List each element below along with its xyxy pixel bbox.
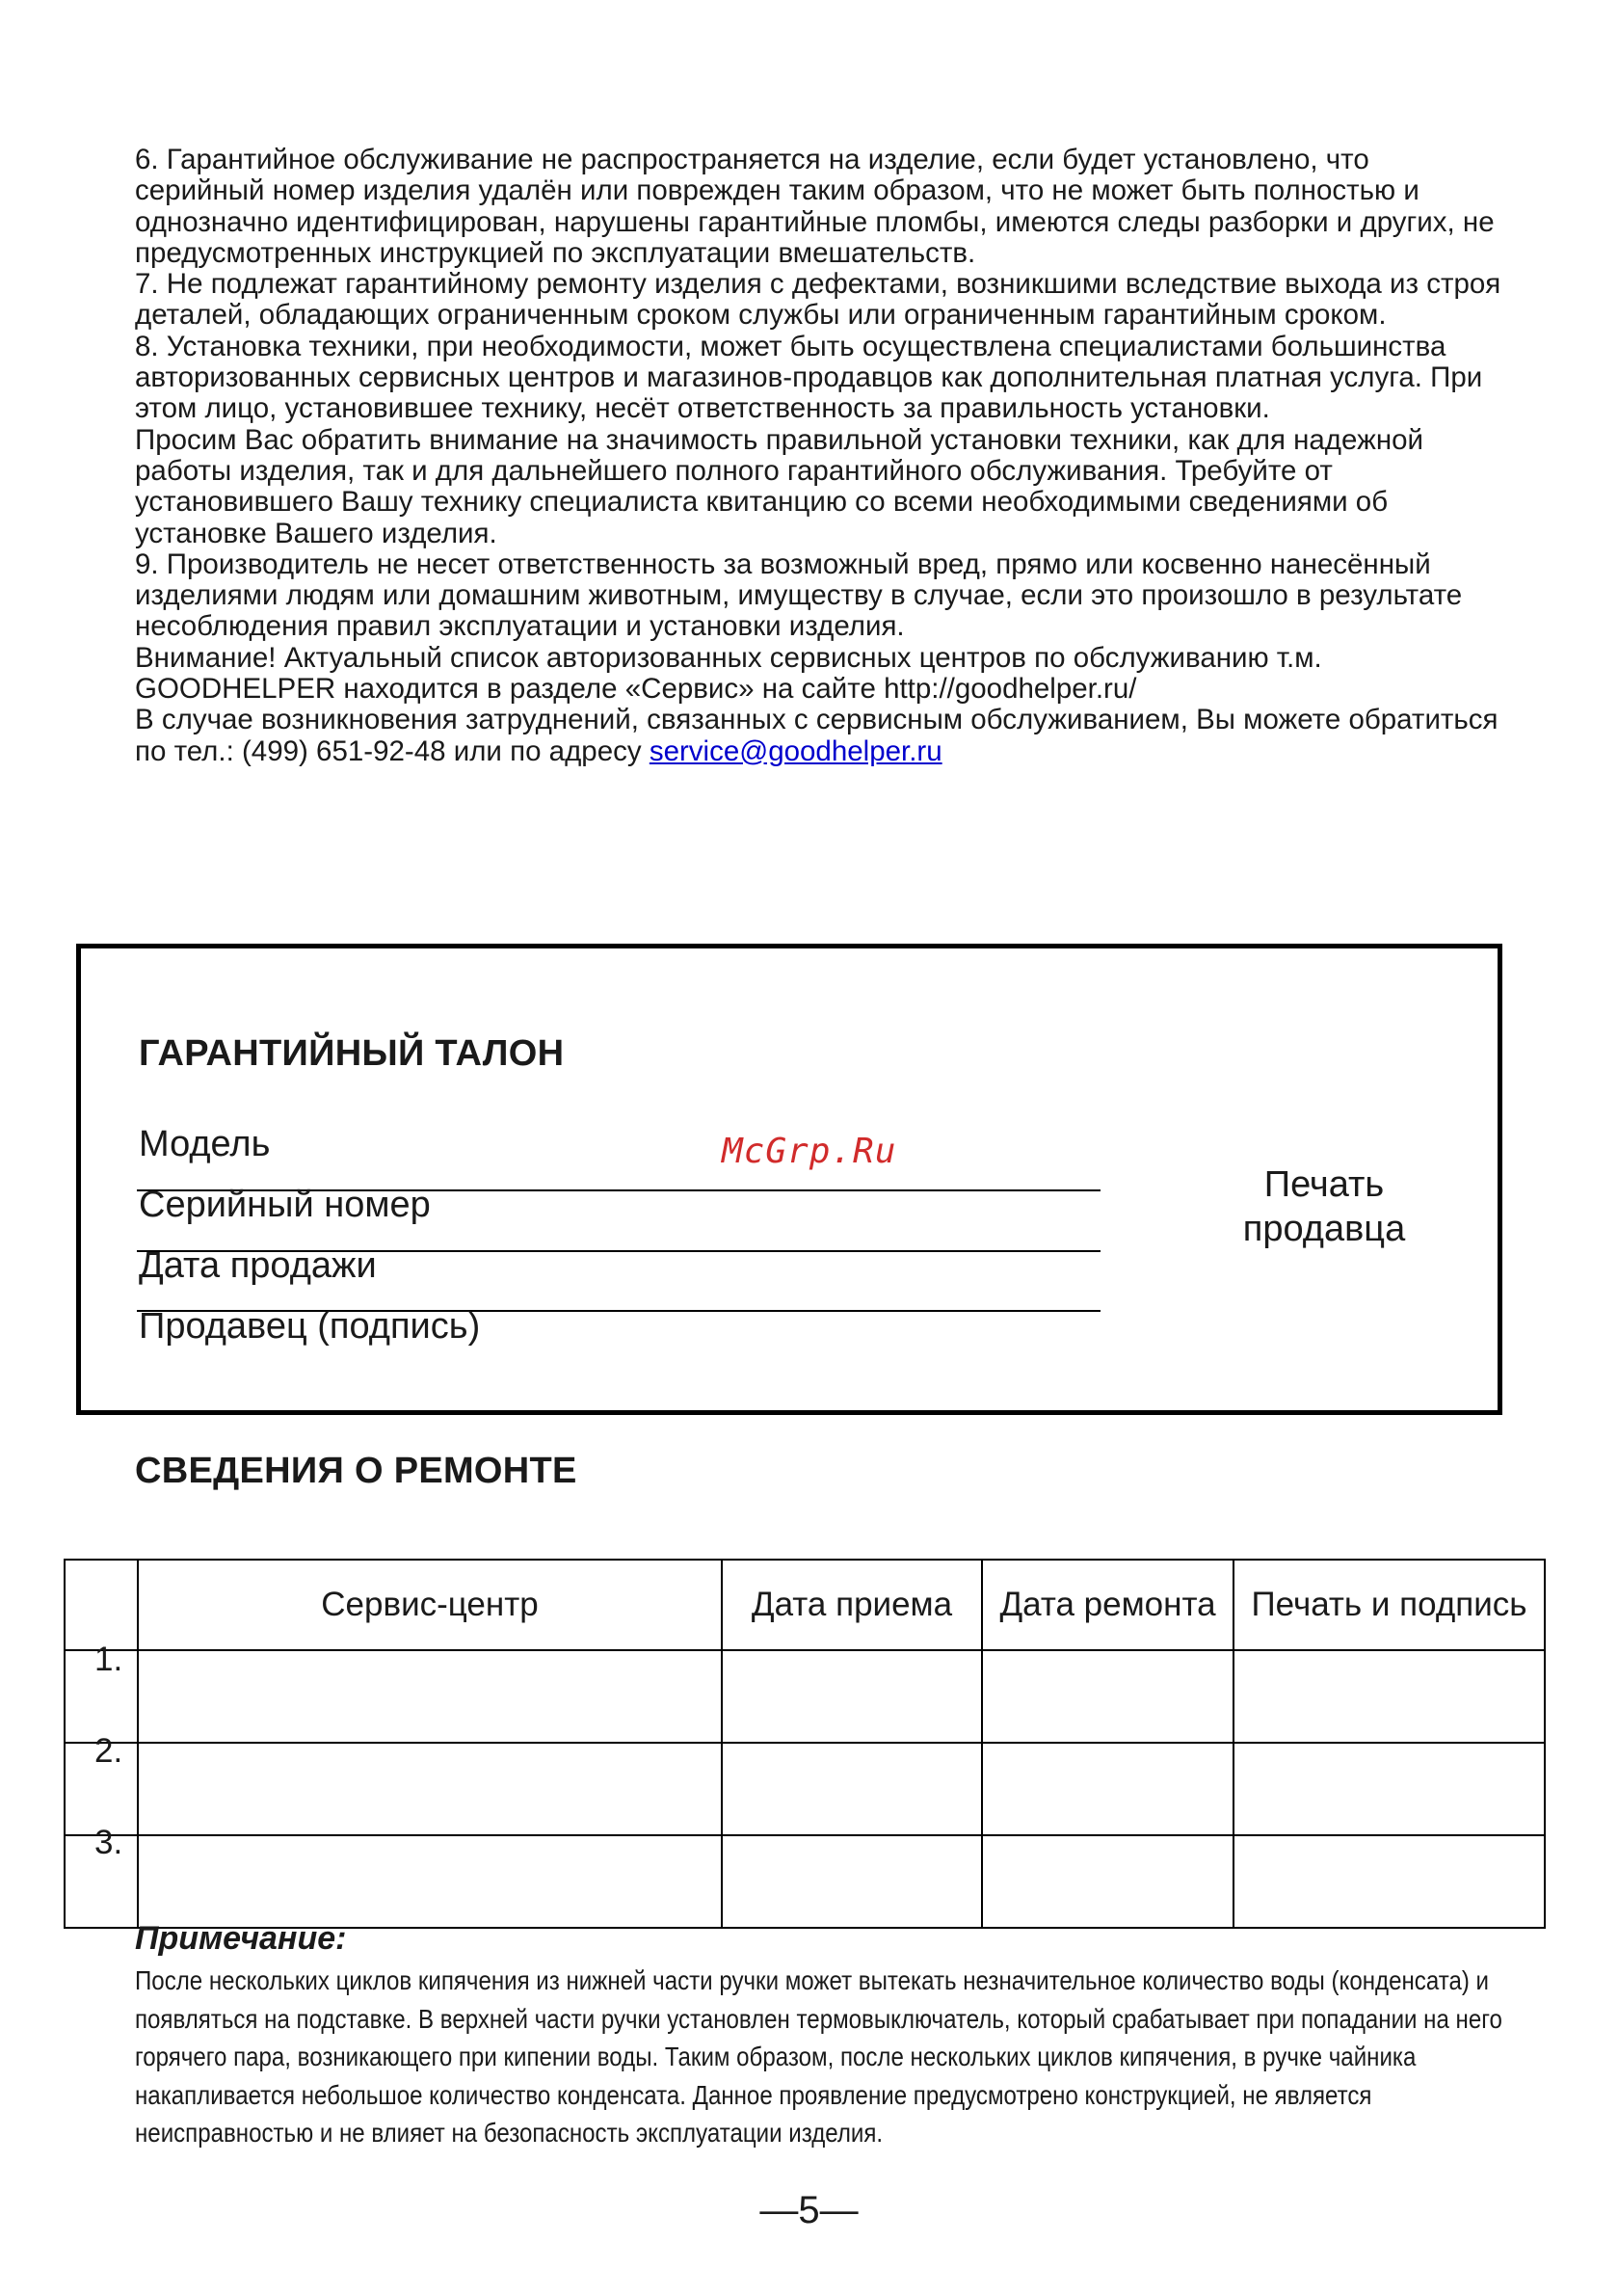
stamp-signature-cell: [1233, 1650, 1545, 1743]
stamp-signature-cell: [1233, 1743, 1545, 1835]
service-centers-notice: Внимание! Актуальный список авторизованных сервисных центров по обслуживанию т.м. GOODHELPER находится в разделе «Сервис» на сайте http://goodhelper.ru/: [135, 641, 1322, 706]
table-row: [65, 1835, 1545, 1928]
field-model: Модель: [139, 1124, 271, 1164]
seal-line-1: Печать: [1263, 1164, 1385, 1205]
stamp-signature-cell: [1233, 1835, 1545, 1928]
service-center-cell: [138, 1650, 722, 1743]
row-number-2: 2.: [94, 1732, 123, 1770]
warranty-card-title: ГАРАНТИЙНЫЙ ТАЛОН: [139, 1033, 565, 1074]
term-8: 8. Установка техники, при необходимости, может быть осуществлена специалистами большинства авторизованных сервисных центров и магазинов-продавцов как дополнительная платная услуга. При этом лицо, установившее технику, несёт ответственность за правильность установки.: [135, 330, 1483, 425]
seal-line-2: продавца: [1242, 1209, 1406, 1249]
contact-paragraph: [135, 705, 1503, 767]
note-title: Примечание:: [135, 1920, 347, 1957]
table-row: [65, 1743, 1545, 1835]
receive-date-cell: [722, 1835, 982, 1928]
repair-date-cell: [982, 1743, 1233, 1835]
header-repair-date: Дата ремонта: [982, 1560, 1233, 1650]
repair-date-cell: [982, 1835, 1233, 1928]
warranty-card: [76, 944, 1502, 1415]
watermark: McGrp.Ru: [722, 1132, 897, 1171]
table-row: [65, 1650, 1545, 1743]
receive-date-cell: [722, 1650, 982, 1743]
row-number-3: 3.: [94, 1824, 123, 1861]
installation-request: Просим Вас обратить внимание на значимость правильной установки техники, как для надежной работы изделия, так и для дальнейшего полного гарантийного обслуживания. Требуйте от установившего Вашу технику специалиста квитанцию со всеми необходимыми сведениями об установке Вашего изделия.: [135, 423, 1424, 549]
field-serial-number: Серийный номер: [139, 1185, 431, 1225]
repair-table: [64, 1559, 1546, 1929]
service-center-cell: [138, 1743, 722, 1835]
header-stamp-signature: Печать и подпись: [1233, 1560, 1545, 1650]
term-9: 9. Производитель не несет ответственность за возможный вред, прямо или косвенно нанесённый изделиями людям или домашним животным, имуществу в случае, если это произошло в результате несоблюдения правил эксплуатации и установки изделия.: [135, 547, 1463, 643]
repair-section-title: СВЕДЕНИЯ О РЕМОНТЕ: [135, 1451, 577, 1491]
service-center-cell: [138, 1835, 722, 1928]
row-number-1: 1.: [94, 1641, 123, 1678]
term-6: 6. Гарантийное обслуживание не распространяется на изделие, если будет установлено, что серийный номер изделия удалён или поврежден таким образом, что не может быть полностью и однозначно идентифицирован, нарушены гарантийные пломбы, имеются следы разборки и других, не предусмотренных инструкцией по эксплуатации вмешательств.: [135, 144, 1495, 269]
warranty-terms: [135, 145, 1503, 767]
header-number: [65, 1560, 138, 1650]
seller-seal-label: [1151, 1162, 1498, 1251]
repair-table-header: [65, 1560, 1545, 1650]
repair-date-cell: [982, 1650, 1233, 1743]
note-text: После нескольких циклов кипячения из нижней части ручки может вытекать незначительное количество воды (конденсата) и появляться на подставке. В верхней части ручки установлен термовыключатель, который срабатывает при попадании на него горячего пара, возникающего при кипении воды. Таким образом, после нескольких циклов кипячения, в ручке чайника накапливается небольшое количество конденсата. Данное проявление предусмотрено конструкцией, не является неисправностью и не влияет на безопасность эксплуатации изделия.: [135, 1965, 1502, 2148]
field-seller-signature: Продавец (подпись): [139, 1306, 481, 1347]
email-link[interactable]: service@goodhelper.ru: [649, 734, 942, 767]
term-7: 7. Не подлежат гарантийному ремонту изделия с дефектами, возникшими вследствие выхода из строя деталей, обладающих ограниченным сроком службы или ограниченным гарантийным сроком.: [135, 268, 1501, 332]
receive-date-cell: [722, 1743, 982, 1835]
page-number: —5—: [759, 2189, 859, 2231]
field-sale-date: Дата продажи: [139, 1245, 377, 1286]
contact-text: В случае возникновения затруднений, связанных с сервисным обслуживанием, Вы можете обратиться по тел.: (499) 651-92-48 или по адресу: [135, 704, 1499, 767]
header-receive-date: Дата приема: [722, 1560, 982, 1650]
header-service-center: Сервис-центр: [138, 1560, 722, 1650]
